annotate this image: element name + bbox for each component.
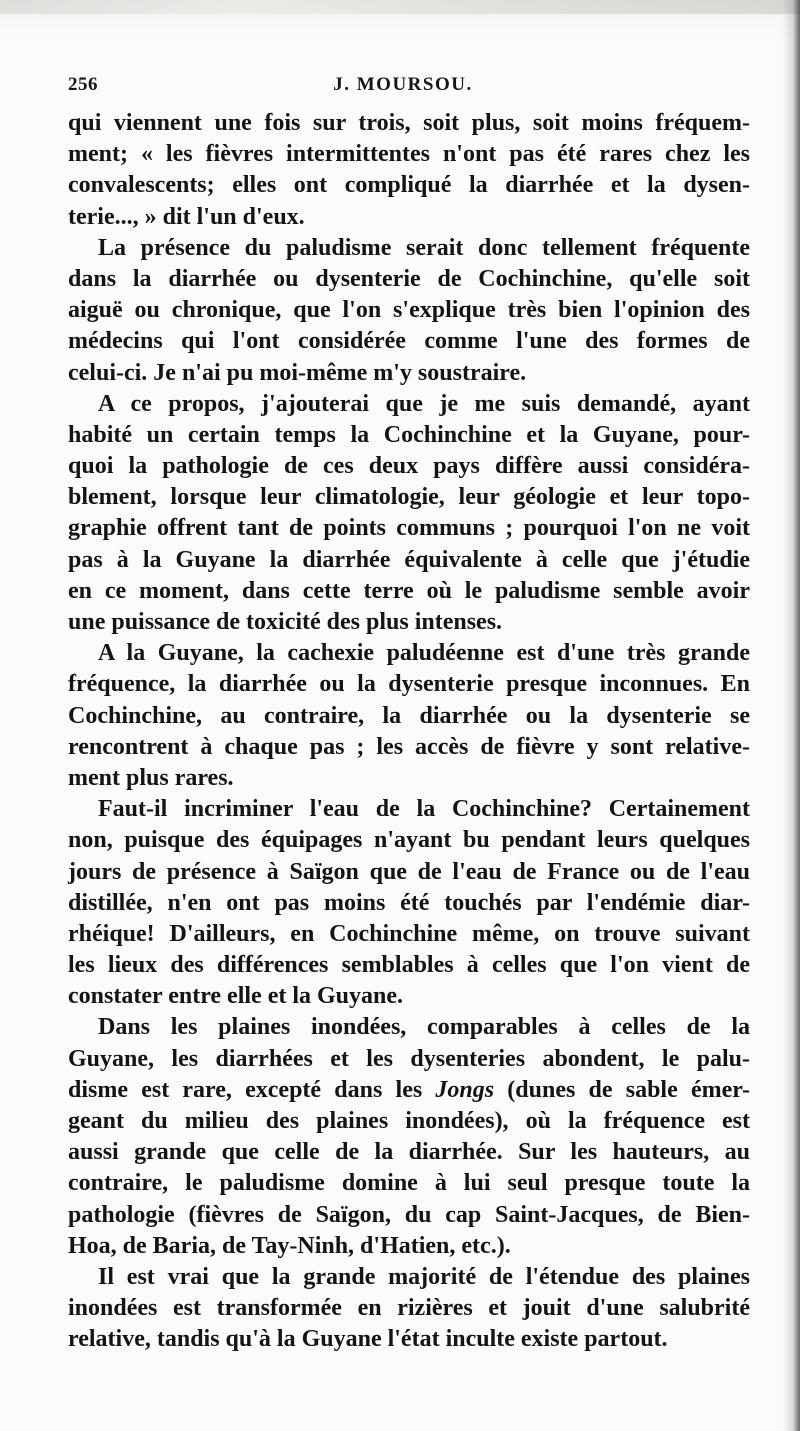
text-line: blement, lorsque leur climatologie, leur géologie et leur topo- xyxy=(68,484,750,511)
page-binding-shadow xyxy=(782,0,800,1431)
text-line: qui viennent une fois sur trois, soit plus, soit moins fréquem- xyxy=(68,110,750,136)
text-line: ment; « les fièvres intermittentes n'ont pas été rares chez les xyxy=(68,141,750,168)
page-number: 256 xyxy=(68,74,98,95)
text-line: en ce moment, dans cette terre où le paludisme semble avoir xyxy=(68,577,750,604)
text-line: pas à la Guyane la diarrhée équivalente à celle que j'étudie xyxy=(68,546,750,573)
text-line: contraire, le paludisme domine à lui seul presque toute la xyxy=(68,1170,750,1197)
text-line: dans la diarrhée ou dysenterie de Cochinchine, qu'elle soit xyxy=(68,265,750,292)
text-line: constater entre elle et la Guyane. xyxy=(68,983,404,1010)
text-line: A la Guyane, la cachexie paludéenne est d'une très grande xyxy=(98,640,750,667)
text-line: aussi grande que celle de la diarrhée. Sur les hauteurs, au xyxy=(68,1139,750,1166)
text-line: celui-ci. Je n'ai pu moi-même m'y soustraire. xyxy=(68,359,527,386)
text-line: Hoa, de Baria, de Tay-Ninh, d'Hatien, etc.). xyxy=(68,1232,511,1259)
text-line: habité un certain temps la Cochinchine et la Guyane, pour- xyxy=(68,421,750,448)
italic-term: Jongs xyxy=(435,1076,495,1103)
text-line: A ce propos, j'ajouterai que je me suis demandé, ayant xyxy=(98,390,750,417)
text-line: rhéique! D'ailleurs, en Cochinchine même, on trouve suivant xyxy=(68,920,750,947)
text-line: Guyane, les diarrhées et les dysenteries abondent, le palu- xyxy=(68,1045,750,1072)
text-line: fréquence, la diarrhée ou la dysenterie presque inconnues. En xyxy=(68,671,750,698)
page-header xyxy=(68,70,738,100)
body-text xyxy=(68,108,750,1356)
text-line: jours de présence à Saïgon que de l'eau de France ou de l'eau xyxy=(68,858,750,885)
text-line: disme est rare, excepté dans les Jongs (dunes de sable émer- xyxy=(68,1076,750,1103)
text-line: geant du milieu des plaines inondées), où la fréquence est xyxy=(68,1108,750,1134)
text-line: pathologie (fièvres de Saïgon, du cap Saint-Jacques, de Bien- xyxy=(68,1201,750,1228)
text-line: Cochinchine, au contraire, la diarrhée ou la dysenterie se xyxy=(68,702,750,729)
running-head: J. MOURSOU. xyxy=(333,74,473,95)
text-line: Il est vrai que la grande majorité de l'étendue des plaines xyxy=(98,1263,750,1290)
text-line: inondées est transformée en rizières et jouit d'une salubrité xyxy=(68,1295,750,1322)
text-line: Dans les plaines inondées, comparables à celles de la xyxy=(98,1014,750,1041)
text-line: distillée, n'en ont pas moins été touchés par l'endémie diar- xyxy=(68,889,750,916)
text-line: La présence du paludisme serait donc tellement fréquente xyxy=(98,234,750,261)
text-line: les lieux des différences semblables à celles que l'on vient de xyxy=(68,952,750,979)
text-line: graphie offrent tant de points communs ; pourquoi l'on ne voit xyxy=(68,515,750,542)
text-line: quoi la pathologie de ces deux pays diffère aussi considéra- xyxy=(68,453,750,480)
text-line: médecins qui l'ont considérée comme l'une des formes de xyxy=(68,328,750,355)
text-line: ment plus rares. xyxy=(68,764,234,791)
text-line: terie..., » dit l'un d'eux. xyxy=(68,203,305,230)
page-top-edge xyxy=(0,0,800,14)
text-line: convalescents; elles ont compliqué la diarrhée et la dysen- xyxy=(68,172,750,199)
text-line: Faut-il incriminer l'eau de la Cochinchine? Certainement xyxy=(98,796,750,823)
text-line: relative, tandis qu'à la Guyane l'état inculte existe partout. xyxy=(68,1326,668,1353)
text-line: une puissance de toxicité des plus intenses. xyxy=(68,609,503,635)
text-line: rencontrent à chaque pas ; les accès de fièvre y sont relative- xyxy=(68,733,750,760)
text-line: non, puisque des équipages n'ayant bu pendant leurs quelques xyxy=(68,827,750,854)
text-line: aiguë ou chronique, que l'on s'explique très bien l'opinion des xyxy=(68,297,750,324)
